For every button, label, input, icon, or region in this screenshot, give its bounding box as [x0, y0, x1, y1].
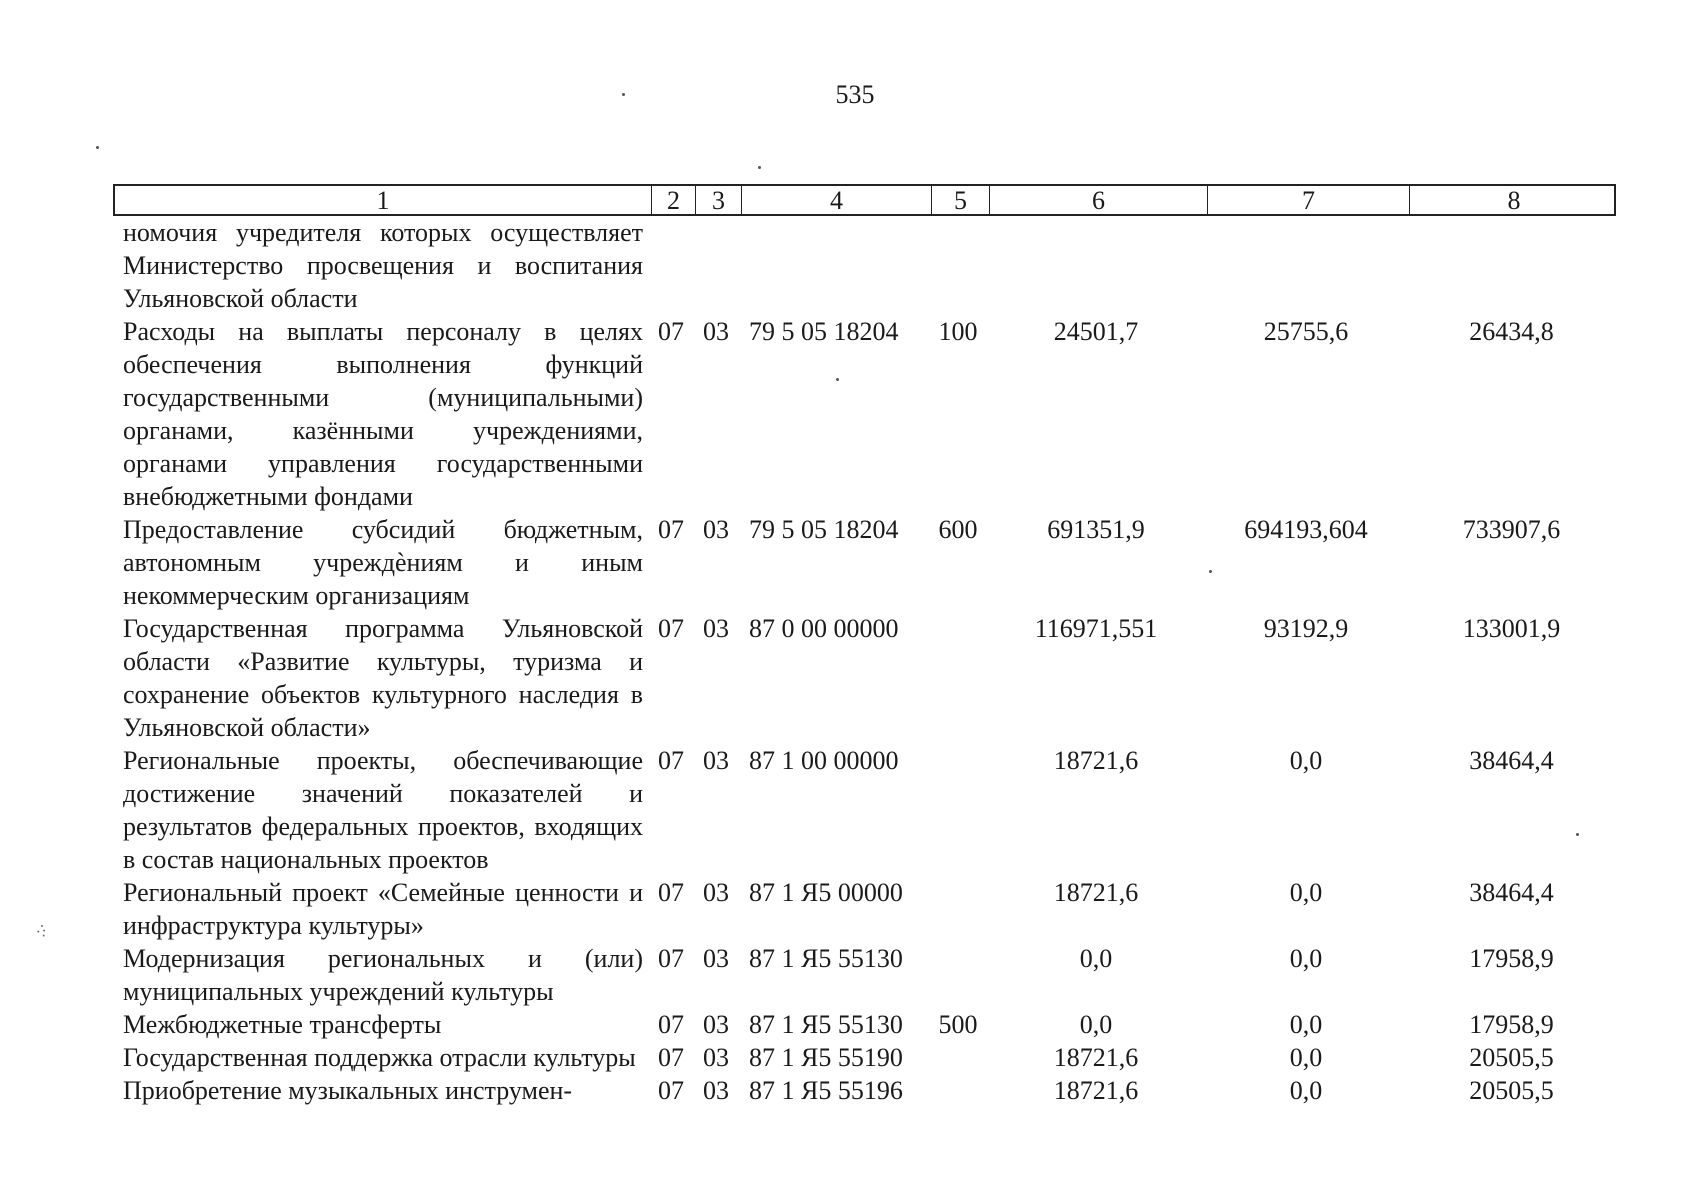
column-header: 8	[1409, 186, 1618, 216]
row-name: Государственная поддержка отрасли культуры	[123, 1043, 636, 1072]
section-code: 07	[658, 1043, 684, 1072]
amount-col6: 18721,6	[1053, 1076, 1139, 1105]
column-header: 6	[989, 186, 1207, 216]
amount-col6: 0,0	[1079, 944, 1113, 973]
row-name: Межбюджетные трансферты	[123, 1010, 442, 1039]
amount-col6: 18721,6	[1053, 878, 1139, 907]
amount-col7	[1205, 216, 1407, 315]
target-article-code: 87 1 Я5 55196	[749, 1076, 903, 1105]
amount-col7: 0,0	[1289, 878, 1323, 907]
subsection-code: 03	[703, 746, 729, 775]
amount-col6: 691351,9	[1047, 515, 1145, 544]
scan-speck	[622, 93, 625, 96]
target-article-code: 87 1 Я5 00000	[749, 878, 903, 907]
scan-speck	[1576, 833, 1579, 836]
amount-col6: 116971,551	[1034, 614, 1158, 643]
scan-speck	[836, 378, 839, 381]
amount-col6	[987, 216, 1205, 315]
budget-table	[113, 184, 1616, 1107]
expense-type-code	[929, 744, 987, 876]
column-header: 7	[1207, 186, 1409, 216]
subsection-code: 03	[703, 878, 729, 907]
target-article-code	[739, 216, 929, 315]
amount-col6: 18721,6	[1053, 1043, 1139, 1072]
target-article-code: 87 1 Я5 55190	[749, 1043, 903, 1072]
amount-col8	[1407, 216, 1616, 315]
row-name: Модернизация региональных и (или) муниципальных учреждений культуры	[123, 944, 643, 1006]
table-row	[113, 1074, 1616, 1107]
expense-type-code: 500	[938, 1010, 978, 1039]
subsection-code: 03	[703, 1043, 729, 1072]
target-article-code: 79 5 05 18204	[749, 317, 899, 346]
amount-col8: 20505,5	[1469, 1076, 1554, 1105]
section-code: 07	[658, 1076, 684, 1105]
amount-col8: 17958,9	[1469, 944, 1554, 973]
column-header: 2	[651, 186, 695, 216]
column-header: 3	[695, 186, 741, 216]
target-article-code: 87 1 00 00000	[749, 746, 899, 775]
amount-col7: 93192,9	[1263, 614, 1349, 643]
expense-type-code	[929, 612, 987, 744]
table-header-row	[113, 184, 1616, 216]
section-code: 07	[658, 614, 684, 643]
section-code	[649, 216, 693, 315]
table-row	[113, 744, 1616, 876]
table-row	[113, 876, 1616, 942]
amount-col8: 38464,4	[1469, 746, 1554, 775]
row-name: Приобретение музыкальных инструмен-	[123, 1076, 573, 1105]
subsection-code	[693, 216, 739, 315]
subsection-code: 03	[703, 515, 729, 544]
section-code: 07	[658, 944, 684, 973]
page-number: 535	[835, 80, 875, 109]
table-row	[113, 513, 1616, 612]
scan-speck	[758, 166, 761, 169]
expense-type-code	[929, 1074, 987, 1107]
column-header: 5	[931, 186, 989, 216]
amount-col6: 18721,6	[1053, 746, 1139, 775]
amount-col7: 0,0	[1289, 1043, 1323, 1072]
target-article-code: 87 0 00 00000	[749, 614, 899, 643]
table-row	[113, 942, 1616, 1008]
amount-col6: 0,0	[1079, 1010, 1113, 1039]
target-article-code: 79 5 05 18204	[749, 515, 899, 544]
amount-col8: 17958,9	[1469, 1010, 1554, 1039]
section-code: 07	[658, 317, 684, 346]
scan-speck	[1209, 570, 1212, 573]
amount-col7: 0,0	[1289, 1076, 1323, 1105]
section-code: 07	[658, 746, 684, 775]
amount-col8: 38464,4	[1469, 878, 1554, 907]
table-row	[113, 315, 1616, 513]
table-row	[113, 216, 1616, 315]
subsection-code: 03	[703, 944, 729, 973]
expense-type-code	[929, 942, 987, 1008]
column-header: 1	[376, 186, 390, 215]
scan-mark: ·:·	[32, 921, 52, 940]
row-name: Предоставление субсидий бюджетным, автономным учреждѐниям и иным некоммерческим организациям	[123, 515, 643, 610]
subsection-code: 03	[703, 1010, 729, 1039]
expense-type-code	[929, 876, 987, 942]
row-name: номочия учредителя которых осуществляет Министерство просвещения и воспитания Ульяновской области	[123, 218, 643, 313]
table-row	[113, 1041, 1616, 1074]
row-name: Региональный проект «Семейные ценности и инфраструктура культуры»	[123, 878, 643, 940]
expense-type-code: 100	[938, 317, 978, 346]
table-row	[113, 1008, 1616, 1041]
amount-col8: 20505,5	[1469, 1043, 1554, 1072]
expense-type-code	[929, 1041, 987, 1074]
row-name: Региональные проекты, обеспечивающие достижение значений показателей и результатов федеральных проектов, входящих в состав национальных проектов	[123, 746, 643, 874]
target-article-code: 87 1 Я5 55130	[749, 944, 903, 973]
section-code: 07	[658, 878, 684, 907]
amount-col7: 25755,6	[1263, 317, 1349, 346]
amount-col8: 133001,9	[1462, 614, 1561, 643]
amount-col7: 0,0	[1289, 944, 1323, 973]
row-name: Расходы на выплаты персоналу в целях обеспечения выполнения функций государственными (муниципальными) органами, казёнными учреждениями, органами управления государственными внебюджетными фондами	[123, 317, 643, 511]
expense-type-code	[929, 216, 987, 315]
amount-col7: 694193,604	[1244, 515, 1368, 544]
amount-col7: 0,0	[1289, 1010, 1323, 1039]
column-header: 4	[741, 186, 931, 216]
scan-speck	[96, 146, 99, 149]
subsection-code: 03	[703, 1076, 729, 1105]
amount-col8: 26434,8	[1469, 317, 1554, 346]
section-code: 07	[658, 1010, 684, 1039]
subsection-code: 03	[703, 317, 729, 346]
amount-col7: 0,0	[1289, 746, 1323, 775]
subsection-code: 03	[703, 614, 729, 643]
row-name: Государственная программа Ульяновской области «Развитие культуры, туризма и сохранение объектов культурного наследия в Ульяновской области»	[123, 614, 643, 742]
table-row	[113, 612, 1616, 744]
table-body	[113, 216, 1616, 1107]
target-article-code: 87 1 Я5 55130	[749, 1010, 903, 1039]
amount-col6: 24501,7	[1053, 317, 1139, 346]
amount-col8: 733907,6	[1462, 515, 1561, 544]
section-code: 07	[658, 515, 684, 544]
expense-type-code: 600	[938, 515, 978, 544]
